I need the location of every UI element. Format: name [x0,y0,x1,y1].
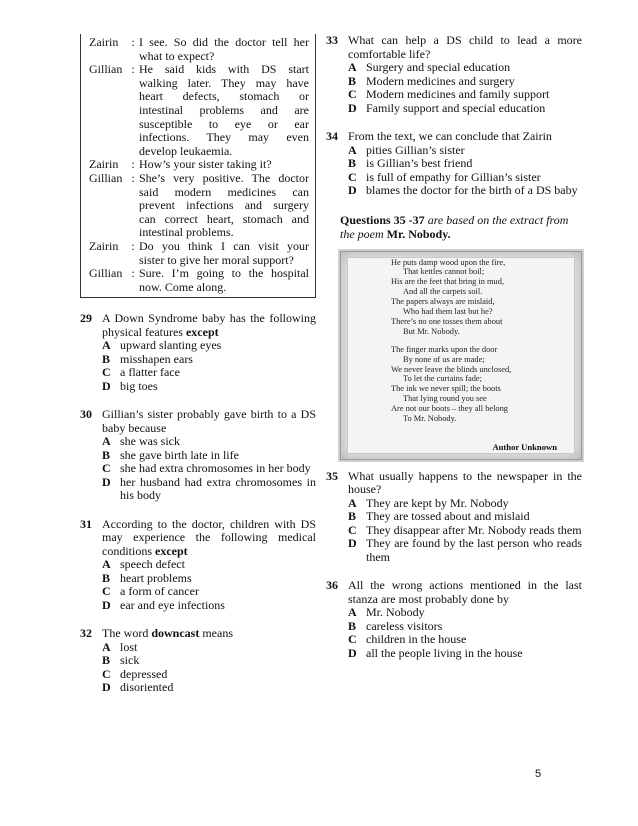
option-c[interactable] [102,366,316,380]
dialogue-row [89,172,309,240]
option-b[interactable] [102,449,316,463]
option-b[interactable] [348,510,582,524]
questions-right-bottom [326,470,582,661]
colon: : [131,266,135,281]
option-b[interactable] [102,353,316,367]
question-text-part: A Down Syndrome baby has the following physical features [102,311,316,339]
option-c[interactable] [348,88,582,102]
dialogue-line: intestinal problems. [139,225,234,240]
option-letter: D [102,597,111,612]
option-text: all the people living in the house [366,645,523,660]
option-text: disoriented [120,680,174,695]
poem-text [391,258,511,425]
dialogue-row [89,158,309,172]
question-text-part: All the wrong actions mentioned in the last stanza are most probably done by [348,578,582,606]
option-text: They disappear after Mr. Nobody reads them [366,522,582,537]
dialogue-text [139,172,309,240]
option-c[interactable] [348,171,582,185]
question-30 [80,408,316,503]
option-a[interactable] [102,435,316,449]
option-b[interactable] [102,572,316,586]
option-text: heart problems [120,570,192,585]
poem-line: To Mr. Nobody. [403,414,457,424]
option-letter: C [348,632,357,646]
option-letter: C [102,584,111,599]
dialogue-box [80,34,316,298]
option-text: depressed [120,666,168,681]
option-letter: B [102,570,111,585]
option-d[interactable] [102,681,316,695]
option-a[interactable] [348,144,582,158]
question-number: 36 [326,578,338,592]
option-text: They are kept by Mr. Nobody [366,495,509,510]
poem-line: Who had them last but he? [403,307,493,317]
dialogue-text [139,36,309,63]
option-text: misshapen ears [120,351,193,366]
option-c[interactable] [348,524,582,538]
dialogue-line: now. Come along. [139,279,227,294]
option-letter: D [348,100,357,115]
question-text-part: Gillian’s sister probably gave birth to a DS baby because [102,407,316,435]
question-text-part: The word [102,626,152,641]
dialogue-row [89,267,309,294]
dialogue-line: develop leukaemia. [139,143,233,158]
question-35 [326,470,582,565]
question-29 [80,312,316,393]
speaker-name: Zairin [89,157,119,172]
option-letter: A [348,142,357,157]
question-number: 31 [80,516,92,531]
option-text: a flatter face [120,365,180,380]
option-letter: B [348,156,357,170]
option-text: They are found by the last person who reads them [366,536,582,564]
questions-left [80,312,316,695]
option-text: blames the doctor for the birth of a DS baby [366,183,578,197]
option-b[interactable] [102,654,316,668]
option-a[interactable] [102,641,316,655]
poem-line: And all the carpets soil. [403,287,483,297]
option-c[interactable] [348,633,582,647]
question-number: 30 [80,407,92,422]
option-letter: C [348,522,357,537]
dialogue-line: susceptible to eye or ear [139,116,309,131]
option-letter: C [348,169,357,184]
poem-line: But Mr. Nobody. [403,326,460,336]
option-text: Mr. Nobody [366,605,425,619]
dialogue-row [89,63,309,158]
option-letter: A [102,557,111,572]
poem-line: That lying round you see [403,394,487,404]
poem-line: The finger marks upon the door [391,344,498,354]
option-text: upward slanting eyes [120,338,222,353]
stanza-gap [391,337,511,345]
option-d[interactable] [102,380,316,394]
question-text-part: According to the doctor, children with DS may experience the following medical conditions [102,516,316,558]
option-text: is full of empathy for Gillian’s sister [366,169,541,184]
option-text: They are tossed about and mislaid [366,509,530,523]
option-text: Surgery and special education [366,60,511,74]
question-text-part: What usually happens to the newspaper in the house? [348,468,582,496]
option-text: her husband had extra chromosomes in his body [120,474,316,503]
option-c[interactable] [102,462,316,476]
dialogue-line: He said kids with DS start [139,62,309,77]
dialogue-line: She’s very positive. The doctor [139,170,309,185]
dialogue-line: walking later. They may have [139,75,309,90]
poem-line: We never leave the blinds unclosed, [391,364,512,374]
option-text: a form of cancer [120,584,199,599]
question-text [348,130,582,144]
colon: : [131,170,135,185]
question-number: 35 [326,468,338,483]
option-text: Modern medicines and family support [366,87,550,101]
question-text [102,627,316,641]
dialogue-line: what to expect? [139,48,215,63]
question-keyword: except [185,324,219,339]
extract-intro: Questions 35 -37 are based on the extract from the poem Mr. Nobody. [340,212,569,241]
dialogue-row [89,240,309,267]
poem-line: That kettles cannot boil; [403,267,485,277]
option-b[interactable] [348,620,582,634]
option-letter: B [102,653,111,668]
question-36 [326,579,582,660]
option-text: sick [120,653,140,668]
question-text [348,579,582,606]
question-number: 34 [326,129,338,143]
question-number: 29 [80,311,92,326]
poem-line: To let the curtains fade; [403,374,482,384]
option-text: careless visitors [366,618,443,633]
dialogue-row [89,36,309,63]
poem-line: Are not our boots – they all belong [391,404,508,414]
left-column [80,34,316,710]
question-keyword: downcast [151,626,200,641]
dialogue-line: Sure. I’m going to the hospital [139,266,309,281]
option-d[interactable] [348,647,582,661]
dialogue-line: I see. So did the doctor tell her [139,35,309,49]
option-letter: C [348,87,357,101]
dialogue-line: sister to give her moral support? [139,252,294,267]
option-letter: D [348,536,357,550]
option-text: she gave birth late in life [120,447,239,462]
option-letter: B [348,618,357,633]
question-33 [326,34,582,115]
option-letter: D [348,183,357,197]
dialogue-line: said modern medicines can [139,184,309,199]
dialogue-text [139,158,309,172]
option-text: big toes [120,378,158,393]
speaker-name: Zairin [89,35,119,49]
colon: : [131,238,135,253]
option-b[interactable] [348,75,582,89]
option-letter: B [102,447,111,462]
option-c[interactable] [102,585,316,599]
poem-line: The ink we never spill; the boots [391,384,501,394]
question-text [348,34,582,61]
dialogue-line: Do you think I can visit your [139,238,309,253]
poem-line: He puts damp wood upon the fire, [391,257,506,267]
dialogue-text [139,267,309,294]
dialogue-line: intestinal problems and are [139,102,309,117]
option-d[interactable] [348,184,582,198]
question-text [102,312,316,339]
option-c[interactable] [102,668,316,682]
question-number: 32 [80,626,92,641]
question-31 [80,518,316,613]
speaker-name: Gillian [89,62,123,77]
option-letter: C [102,461,111,476]
speaker-name: Zairin [89,238,119,253]
option-a[interactable] [348,606,582,620]
questions-right-top [326,34,582,198]
option-text: she was sick [120,434,180,449]
question-text-part: From the text, we can conclude that Zairin [348,129,552,143]
question-text [348,470,582,497]
option-letter: A [102,639,111,654]
poem-author: Author Unknown [492,441,557,452]
option-letter: C [102,365,111,380]
option-letter: D [348,645,357,660]
option-d[interactable] [102,476,316,503]
option-text: children in the house [366,632,467,646]
option-letter: B [348,509,357,523]
option-text: is Gillian’s best friend [366,156,473,170]
colon: : [131,157,135,172]
option-letter: A [102,434,111,449]
option-text: Modern medicines and surgery [366,73,515,88]
question-keyword: except [155,543,188,558]
dialogue-line: prevent infections and surgery [139,198,309,213]
option-text: she had extra chromosomes in her body [120,461,311,476]
question-text-part: What can help a DS child to lead a more comfortable life? [348,33,582,61]
option-letter: D [102,474,111,489]
speaker-name: Gillian [89,170,123,185]
option-text: speech defect [120,557,185,572]
option-letter: D [102,680,111,695]
poem-line: The papers always are mislaid, [391,297,495,307]
option-b[interactable] [348,157,582,171]
right-column [326,34,582,675]
dialogue-line: infections. They may even [139,130,309,145]
question-32 [80,627,316,695]
poem-image [340,251,582,460]
question-text-part: means [199,626,233,641]
option-text: ear and eye infections [120,597,225,612]
option-d[interactable] [102,599,316,613]
option-d[interactable] [348,102,582,116]
option-letter: A [348,495,357,510]
option-letter: A [348,605,357,619]
dialogue-text [139,240,309,267]
poem-line: His are the feet that bring in mud, [391,277,505,287]
question-text [102,518,316,559]
question-number: 33 [326,33,338,47]
colon: : [131,35,135,49]
option-letter: A [348,60,357,74]
option-a[interactable] [348,61,582,75]
poem-line: There’s no one tosses them about [391,316,503,326]
option-letter: A [102,338,111,353]
speaker-name: Gillian [89,266,123,281]
option-letter: C [102,666,111,681]
option-a[interactable] [102,558,316,572]
dialogue-line: can correct heart, stomach and [139,211,309,226]
colon: : [131,62,135,77]
question-text [102,408,316,435]
question-34 [326,130,582,198]
option-letter: D [102,378,111,393]
option-a[interactable] [102,339,316,353]
option-text: Family support and special education [366,100,546,115]
dialogue-line: heart defects, stomach or [139,89,309,104]
dialogue-line: How’s your sister taking it? [139,157,272,172]
poem-line: By none of us are made; [403,354,485,364]
option-text: pities Gillian’s sister [366,142,465,157]
option-text: lost [120,639,138,654]
option-letter: B [102,351,111,366]
option-letter: B [348,73,357,88]
option-a[interactable] [348,497,582,511]
option-d[interactable] [348,537,582,564]
page-number: 5 [535,768,542,780]
dialogue-text [139,63,309,158]
